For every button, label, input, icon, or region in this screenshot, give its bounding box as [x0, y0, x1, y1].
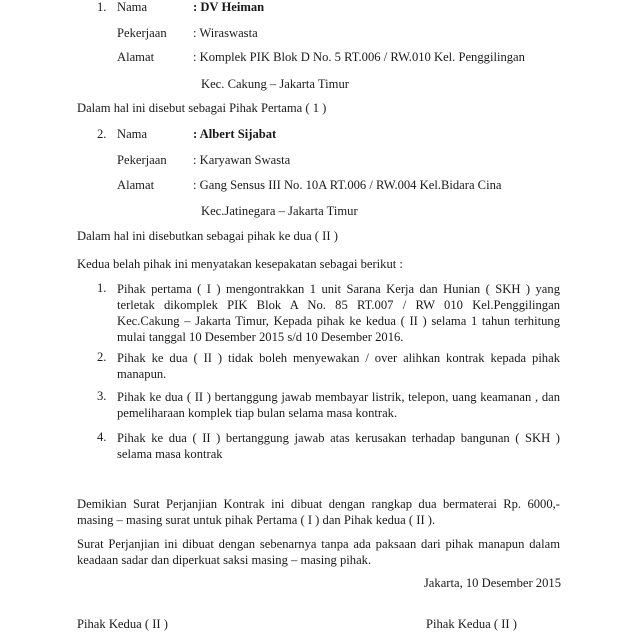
- party2-designation: Dalam hal ini disebutkan sebagai pihak ke dua ( II ): [77, 229, 338, 243]
- party2-job-label: Pekerjaan: [117, 153, 167, 167]
- party2-name-label: Nama: [117, 127, 148, 141]
- place-date: Jakarta, 10 Desember 2015: [423, 576, 561, 590]
- clause-line: selama masa kontrak: [117, 447, 223, 461]
- closing-paragraph-2: [77, 536, 560, 568]
- clause-1: [117, 281, 560, 345]
- clause-number: 2.: [97, 350, 107, 364]
- agreement-intro: Kedua belah pihak ini menyatakan kesepakatan sebagai berikut :: [77, 257, 403, 271]
- party1-job-label: Pekerjaan: [117, 26, 167, 40]
- clause-line: pemeliharaan komplek tiap bulan selama masa kontrak.: [117, 406, 398, 420]
- party1-job-value: : Wiraswasta: [193, 26, 258, 40]
- clause-line: mulai tanggal 10 Desember 2015 s/d 10 Desember 2016.: [117, 330, 404, 344]
- party2-number: 2.: [97, 127, 107, 141]
- clause-line: Pihak ke dua ( II ) bertanggung jawab membayar listrik, telepon, uang keamanan , dan: [117, 390, 560, 404]
- clause-number: 1.: [97, 281, 107, 295]
- closing-line: masing – masing surat untuk pihak Pertama ( I ) dan Pihak kedua ( II ).: [77, 513, 436, 527]
- closing-paragraph-1: [77, 496, 560, 528]
- party1-designation: Dalam hal ini disebut sebagai Pihak Pertama ( 1 ): [77, 101, 327, 115]
- party2-address-label: Alamat: [117, 178, 155, 192]
- clause-line: Kec.Cakung – Jakarta Timur, Kepada pihak ke kedua ( II ) selama 1 tahun terhitung: [117, 314, 560, 328]
- signature-left-label: Pihak Kedua ( II ): [77, 617, 168, 631]
- clause-4: [117, 430, 560, 462]
- party1-address-line2: Kec. Cakung – Jakarta Timur: [201, 77, 349, 91]
- clause-3: [117, 389, 560, 421]
- clause-2: [117, 350, 560, 382]
- clause-line: manapun.: [117, 367, 167, 381]
- signature-right-label: Pihak Kedua ( II ): [426, 617, 517, 631]
- closing-line: keadaan sadar dan diperkuat saksi masing – masing pihak.: [77, 553, 372, 567]
- party1-number: 1.: [97, 0, 107, 14]
- party1-address-label: Alamat: [117, 50, 155, 64]
- clause-line: Pihak ke dua ( II ) tidak boleh menyewakan / over alihkan kontrak kepada pihak: [117, 351, 560, 365]
- party1-name-label: Nama: [117, 0, 148, 14]
- clause-number: 4.: [97, 430, 107, 444]
- party2-job-value: : Karyawan Swasta: [193, 153, 291, 167]
- clause-line: Pihak ke dua ( II ) bertanggung jawab atas kerusakan terhadap bangunan ( SKH ): [117, 431, 560, 445]
- party2-name-value: : Albert Sijabat: [193, 127, 277, 141]
- party1-address-line1: : Komplek PIK Blok D No. 5 RT.006 / RW.010 Kel. Penggilingan: [193, 50, 525, 64]
- party2-address-line2: Kec.Jatinegara – Jakarta Timur: [201, 204, 358, 218]
- closing-line: Demikian Surat Perjanjian Kontrak ini dibuat dengan rangkap dua bermaterai Rp. 6000,-: [77, 497, 560, 511]
- clause-line: terletak dikomplek PIK Blok A No. 85 RT.007 / RW 010 Kel.Penggilingan: [117, 298, 560, 312]
- party1-name-value: : DV Heiman: [193, 0, 265, 14]
- clause-number: 3.: [97, 389, 107, 403]
- closing-line: Surat Perjanjian ini dibuat dengan sebenarnya tanpa ada paksaan dari pihak manapun dalam: [77, 537, 560, 551]
- clause-line: Pihak pertama ( I ) mengontrakkan 1 unit Sarana Kerja dan Hunian ( SKH ) yang: [117, 282, 560, 296]
- party2-address-line1: : Gang Sensus III No. 10A RT.006 / RW.004 Kel.Bidara Cina: [193, 178, 502, 192]
